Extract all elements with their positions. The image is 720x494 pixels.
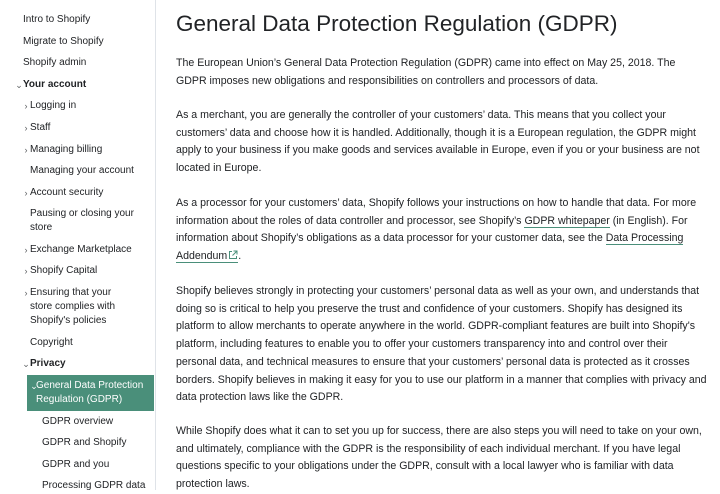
sidebar-item-label: Pausing or closing your store xyxy=(30,208,134,233)
chevron-right-icon: › xyxy=(24,101,28,111)
chevron-right-icon: › xyxy=(24,145,28,155)
sidebar-item-gdpr-and-shopify[interactable] xyxy=(0,436,154,450)
sidebar-item-account-security[interactable] xyxy=(0,186,154,200)
sidebar-item-label: Shopify admin xyxy=(23,57,87,68)
sidebar-item-label: Staff xyxy=(30,122,51,133)
sidebar-item-processing-gdpr-data[interactable] xyxy=(0,479,154,490)
sidebar-item-logging-in[interactable] xyxy=(0,99,154,113)
sidebar-item-ensuring-compliance[interactable] xyxy=(0,286,154,328)
sidebar-item-label: GDPR and Shopify xyxy=(42,437,127,448)
chevron-right-icon: › xyxy=(24,266,28,276)
chevron-down-icon: ⌄ xyxy=(30,381,38,391)
chevron-right-icon: › xyxy=(24,123,28,133)
sidebar-item-staff[interactable] xyxy=(0,121,154,135)
article-paragraph-compliance: While Shopify does what it can to set you up for success, there are also steps you will need to take on your own, and ultimately, compliance with the GDPR is the responsibility of each individual merchant. If you have legal questions specific to your obligations under the GDPR, consult with a local lawyer who is familiar with data protection laws. xyxy=(176,425,702,491)
chevron-down-icon: ⌄ xyxy=(15,80,23,90)
sidebar-item-label: Managing your account xyxy=(30,165,134,176)
sidebar-item-label: Account security xyxy=(30,187,104,198)
sidebar-item-migrate-to-shopify[interactable] xyxy=(0,35,154,49)
sidebar-item-label: Processing GDPR data xyxy=(42,480,146,490)
sidebar-item-shopify-capital[interactable] xyxy=(0,264,154,278)
chevron-down-icon: ⌄ xyxy=(22,359,30,369)
paragraph-text: (in English). For information about Shopify’s obligations as a data processor for your customer data, see the xyxy=(176,214,688,245)
sidebar-item-label: Privacy xyxy=(30,358,66,369)
article-paragraph-shopify-beliefs: Shopify believes strongly in protecting your customers’ personal data as well as your own, and understands that doing so is critical to help you preserve the trust and confidence of your customers. Shopify has designed its platform to allow merchants to operate anywhere in the world. GDPR-compliant features are built into Shopify's platform, including features to enable you to offer your customers transparency into and control over their personal data, and technical measures to ensure that your customers’ personal data is protected as it crosses borders. Shopify believes in making it easy for you to use our platform in a manner that complies with privacy and data protection laws like the GDPR. xyxy=(176,285,707,404)
page-title: General Data Protection Regulation (GDPR) xyxy=(176,11,618,36)
sidebar-item-exchange-marketplace[interactable] xyxy=(0,243,154,257)
sidebar-item-your-account[interactable] xyxy=(0,78,154,92)
sidebar-item-managing-billing[interactable] xyxy=(0,143,154,157)
chevron-right-icon: › xyxy=(24,188,28,198)
paragraph-text: . xyxy=(238,250,242,263)
article-paragraph-intro: The European Union’s General Data Protection Regulation (GDPR) came into effect on May 25, 2018. The GDPR imposes new obligations and responsibilities on controllers and processors of data. xyxy=(176,57,676,87)
sidebar-item-label: Logging in xyxy=(30,100,77,111)
chevron-right-icon: › xyxy=(24,245,28,255)
sidebar-item-copyright[interactable] xyxy=(0,336,154,350)
chevron-right-icon: › xyxy=(24,288,28,298)
sidebar-item-gdpr[interactable] xyxy=(27,375,154,411)
sidebar-item-gdpr-overview[interactable] xyxy=(0,415,154,429)
sidebar-item-label: Your account xyxy=(23,79,87,90)
sidebar-item-label: Ensuring that your store complies with Shopify's policies xyxy=(30,287,116,326)
sidebar-item-label: Shopify Capital xyxy=(30,265,98,276)
sidebar-nav xyxy=(0,0,156,490)
sidebar-item-label: Managing billing xyxy=(30,144,103,155)
sidebar-item-label: Copyright xyxy=(30,337,73,348)
sidebar-item-managing-your-account[interactable] xyxy=(0,164,154,178)
sidebar-item-label: Intro to Shopify xyxy=(23,14,91,25)
external-link-icon xyxy=(228,250,238,260)
article-paragraph-controller: As a merchant, you are generally the controller of your customers’ data. This means that you collect your customers’ data and choose how it is handled. Additionally, though it is a European regulation, the GDPR might apply to your business if you make goods and services available in Europe, even if you or your business are not located in Europe. xyxy=(176,109,700,175)
sidebar-item-label: GDPR overview xyxy=(42,416,114,427)
sidebar-item-gdpr-and-you[interactable] xyxy=(0,458,154,472)
sidebar-item-pausing-or-closing[interactable] xyxy=(0,207,154,235)
link-text: Data Processing Addendum xyxy=(176,232,684,263)
sidebar-item-shopify-admin[interactable] xyxy=(0,56,154,70)
sidebar-item-label: GDPR and you xyxy=(42,459,110,470)
sidebar-item-label: General Data Protection Regulation (GDPR) xyxy=(36,380,144,405)
sidebar-item-privacy[interactable] xyxy=(0,357,154,371)
sidebar-item-label: Exchange Marketplace xyxy=(30,244,132,255)
sidebar-item-label: Migrate to Shopify xyxy=(23,36,104,47)
paragraph-text: As a processor for your customers’ data, Shopify follows your instructions on how to handle that data. For more information about the roles of data controller and processor, see Shopify’s xyxy=(176,197,697,227)
gdpr-whitepaper-link[interactable]: GDPR whitepaper xyxy=(524,214,610,227)
sidebar-item-intro-to-shopify[interactable] xyxy=(0,13,154,27)
article-paragraph-processor xyxy=(176,195,708,266)
